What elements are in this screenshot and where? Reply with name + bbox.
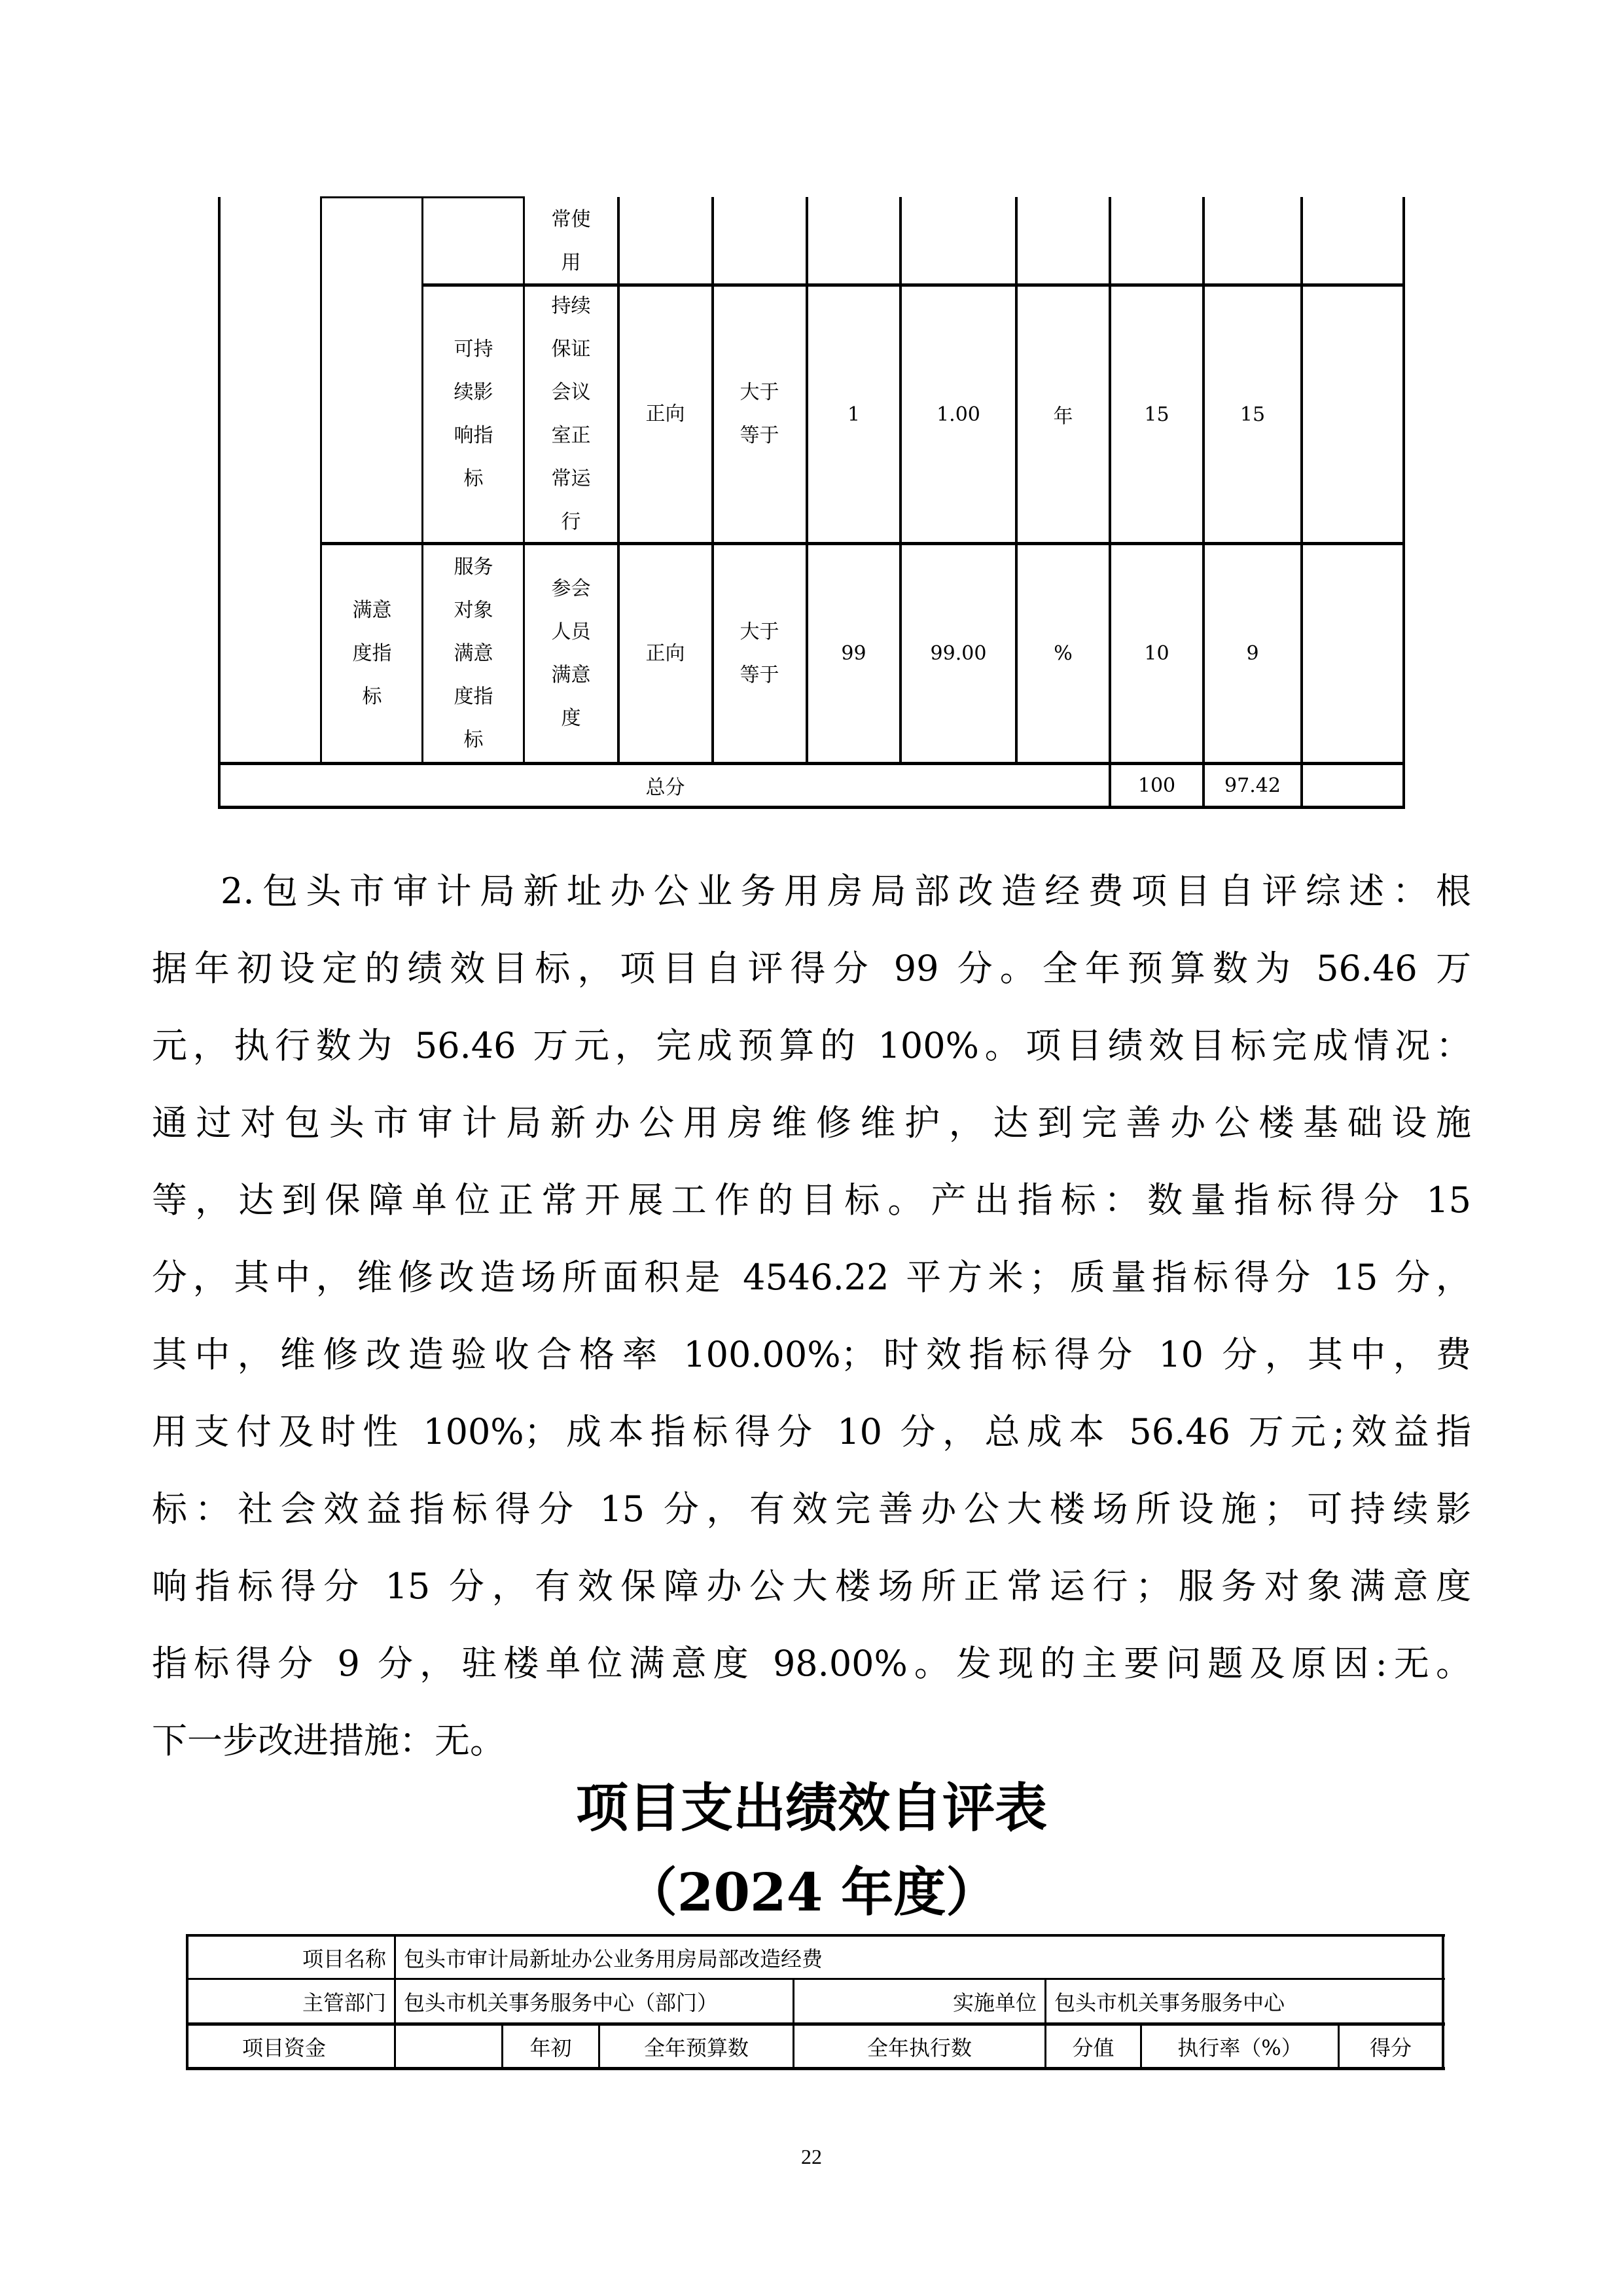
table-border-bottom [186, 2067, 1445, 2070]
cell-score: 9 [1246, 642, 1259, 665]
cell-actual: 1.00 [936, 403, 980, 426]
paragraph-line: 分，其中，维修改造场所面积是 4546.22 平方米；质量指标得分 15 分， [152, 1257, 1471, 1298]
table-border-right [1402, 197, 1405, 808]
project-name-value: 包头市审计局新址办公业务用房局部改造经费 [404, 1946, 823, 1971]
cell-secondary-indicator: 可持续影响指标 [454, 338, 493, 490]
paragraph-line: 元，执行数为 56.46 万元，完成预算的 100%。项目绩效目标完成情况： [152, 1025, 1471, 1066]
table-grid-line [320, 196, 525, 198]
cell-score: 15 [1240, 403, 1266, 426]
total-score: 97.42 [1224, 774, 1281, 797]
dept-value: 包头市机关事务服务中心（部门） [404, 1990, 719, 2015]
impl-value: 包头市机关事务服务中心 [1054, 1990, 1285, 2015]
dept-label: 主管部门 [302, 1990, 386, 2015]
total-label: 总分 [645, 776, 685, 799]
total-weight: 100 [1137, 774, 1176, 797]
cell-secondary-indicator: 服务对象满意度指标 [454, 555, 493, 751]
cell-operator: 大于等于 [740, 381, 779, 447]
cell-tertiary-indicator: 参会人员满意度 [551, 577, 591, 730]
cell-actual: 99.00 [930, 642, 987, 665]
cell-primary-indicator: 满意度指标 [352, 598, 392, 708]
cell-weight: 10 [1144, 642, 1169, 665]
cell-indicator-detail-continued: 常使用 [551, 207, 591, 274]
paragraph-line: 等，达到保障单位正常开展工作的目标。产出指标：数量指标得分 15 [152, 1179, 1471, 1221]
header-initial: 年初 [529, 2035, 572, 2060]
cell-direction: 正向 [645, 403, 685, 425]
impl-label: 实施单位 [952, 1990, 1037, 2015]
paragraph-line: 其中，维修改造验收合格率 100.00%；时效指标得分 10 分，其中，费 [152, 1334, 1471, 1375]
paragraph-line: 用支付及时性 100%；成本指标得分 10 分，总成本 56.46 万元;效益指 [152, 1411, 1471, 1452]
page-number: 22 [801, 2145, 822, 2168]
cell-direction: 正向 [645, 641, 685, 665]
cell-operator: 大于等于 [740, 620, 779, 687]
paragraph-line: 响指标得分 15 分，有效保障办公大楼场所正常运行；服务对象满意度 [152, 1566, 1471, 1607]
paragraph-line: 下一步改进措施：无。 [152, 1720, 505, 1761]
cell-target: 99 [841, 642, 866, 665]
header-budget: 全年预算数 [643, 2035, 749, 2060]
cell-unit: % [1054, 642, 1073, 665]
header-weight: 分值 [1072, 2035, 1115, 2060]
project-name-label: 项目名称 [302, 1946, 386, 1971]
paragraph-line: 指标得分 9 分，驻楼单位满意度 98.00%。发现的主要问题及原因:无。 [152, 1643, 1471, 1684]
form-title: 项目支出绩效自评表 [576, 1777, 1047, 1839]
paragraph-line: 据年初设定的绩效目标，项目自评得分 99 分。全年预算数为 56.46 万 [152, 948, 1471, 989]
form-subtitle: （2024 年度） [624, 1861, 999, 1923]
cell-tertiary-indicator: 持续保证会议室正常运行 [551, 295, 591, 533]
cell-unit: 年 [1053, 405, 1073, 428]
cell-weight: 15 [1144, 403, 1169, 426]
paragraph-line: 标：社会效益指标得分 15 分，有效完善办公大楼场所设施；可持续影 [152, 1488, 1471, 1530]
header-score: 得分 [1369, 2035, 1412, 2060]
header-rate: 执行率（%） [1177, 2035, 1302, 2060]
paragraph-line: 2.包头市审计局新址办公业务用房局部改造经费项目自评综述：根 [221, 870, 1471, 912]
table-border-right [1442, 1934, 1444, 2070]
header-executed: 全年执行数 [866, 2035, 972, 2060]
paragraph-line: 通过对包头市审计局新办公用房维修维护，达到完善办公楼基础设施 [152, 1102, 1471, 1143]
table-border-left [218, 197, 221, 808]
funds-label: 项目资金 [242, 2035, 327, 2060]
cell-target: 1 [847, 403, 861, 426]
